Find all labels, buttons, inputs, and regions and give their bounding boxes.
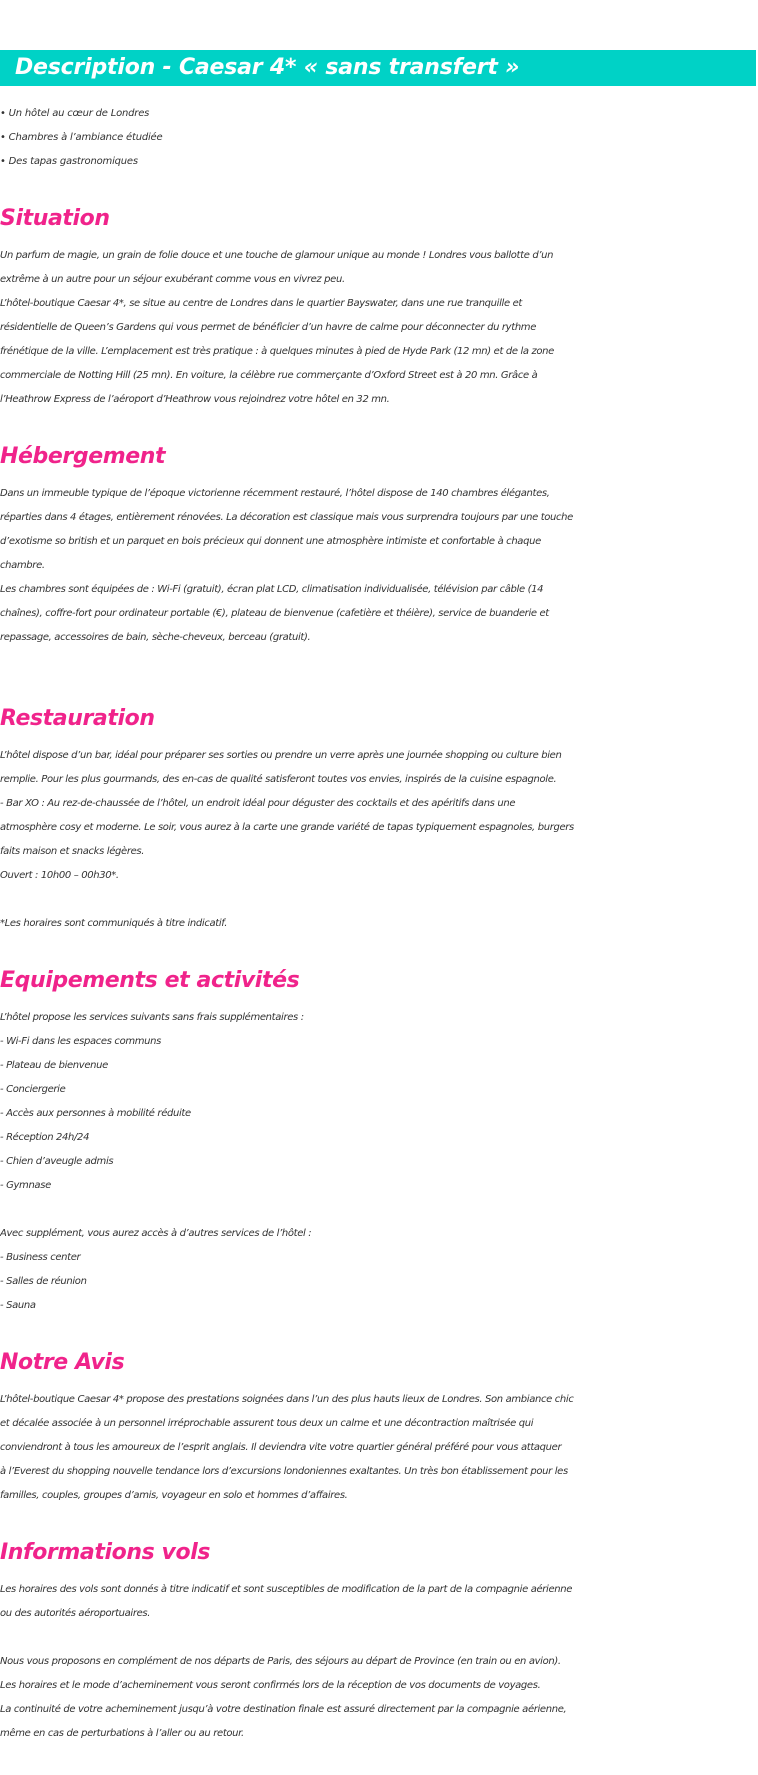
section-body xyxy=(0,1006,757,1318)
text-line: - Gymnase xyxy=(0,1180,51,1191)
text-line: L’hôtel propose les services suivants sans frais supplémentaires : xyxy=(0,1012,304,1023)
section-body xyxy=(0,1388,757,1508)
text-line: extrême à un autre pour un séjour exubérant comme vous en vivrez peu. xyxy=(0,274,345,285)
blank-line xyxy=(0,1626,757,1650)
section-situation xyxy=(0,206,757,412)
text-line: Les horaires et le mode d’acheminement vous seront confirmés lors de la réception de vos documents de voyages. xyxy=(0,1680,541,1691)
text-line: - Accès aux personnes à mobilité réduite xyxy=(0,1108,191,1119)
section-equipements xyxy=(0,968,757,1318)
text-line: résidentielle de Queen’s Gardens qui vous permet de bénéficier d’un havre de calme pour déconnecter du rythme xyxy=(0,322,536,333)
highlight-item: • Des tapas gastronomiques xyxy=(0,156,138,167)
highlight-item: • Chambres à l’ambiance étudiée xyxy=(0,132,163,143)
text-line: chaînes), coffre-fort pour ordinateur portable (€), plateau de bienvenue (cafetière et théière), service de buanderie et xyxy=(0,608,549,619)
text-line: d’exotisme so british et un parquet en bois précieux qui donnent une atmosphère intimiste et confortable à chaque xyxy=(0,536,541,547)
blank-line xyxy=(0,888,757,912)
section-heading: Restauration xyxy=(0,706,155,731)
section-body xyxy=(0,744,757,936)
text-line: L’hôtel dispose d’un bar, idéal pour préparer ses sorties ou prendre un verre après une journée shopping ou culture bien xyxy=(0,750,562,761)
text-line: Dans un immeuble typique de l’époque victorienne récemment restauré, l’hôtel dispose de 140 chambres élégantes, xyxy=(0,488,550,499)
text-line: - Sauna xyxy=(0,1300,36,1311)
text-line: L’hôtel-boutique Caesar 4* propose des prestations soignées dans l’un des plus hauts lieux de Londres. Son ambiance chic xyxy=(0,1394,574,1405)
text-line: Nous vous proposons en complément de nos départs de Paris, des séjours au départ de Province (en train ou en avion). xyxy=(0,1656,561,1667)
section-body xyxy=(0,1578,757,1746)
section-hebergement xyxy=(0,444,757,650)
text-line: Ouvert : 10h00 – 00h30*. xyxy=(0,870,119,881)
text-line: - Salles de réunion xyxy=(0,1276,87,1287)
text-line: - Bar XO : Au rez-de-chaussée de l’hôtel, un endroit idéal pour déguster des cocktails et des apéritifs dans une xyxy=(0,798,516,809)
text-line: - Réception 24h/24 xyxy=(0,1132,90,1143)
banner-title: Description - Caesar 4* « sans transfert » xyxy=(15,55,520,80)
text-line: L’hôtel-boutique Caesar 4*, se situe au centre de Londres dans le quartier Bayswater, dans une rue tranquille et xyxy=(0,298,522,309)
text-line: La continuité de votre acheminement jusqu’à votre destination finale est assuré directement par la compagnie aérienne, xyxy=(0,1704,567,1715)
text-line: - Chien d’aveugle admis xyxy=(0,1156,114,1167)
highlights-list xyxy=(0,102,757,174)
section-heading: Notre Avis xyxy=(0,1350,125,1375)
section-heading: Equipements et activités xyxy=(0,968,300,993)
section-heading: Situation xyxy=(0,206,110,231)
text-line: frénétique de la ville. L’emplacement est très pratique : à quelques minutes à pied de Hyde Park (12 mn) et de la zone xyxy=(0,346,554,357)
text-line: Les chambres sont équipées de : Wi-Fi (gratuit), écran plat LCD, climatisation individualisée, télévision par câble (14 xyxy=(0,584,544,595)
text-line: même en cas de perturbations à l’aller ou au retour. xyxy=(0,1728,244,1739)
text-line: remplie. Pour les plus gourmands, des en-cas de qualité satisferont toutes vos envies, inspirés de la cuisine espagnole. xyxy=(0,774,557,785)
text-line: commerciale de Notting Hill (25 mn). En voiture, la célèbre rue commerçante d’Oxford Street est à 20 mn. Grâce à xyxy=(0,370,538,381)
text-line: - Wi-Fi dans les espaces communs xyxy=(0,1036,161,1047)
text-line: et décalée associée à un personnel irréprochable assurent tous deux un calme et une décontraction maîtrisée qui xyxy=(0,1418,534,1429)
text-line: atmosphère cosy et moderne. Le soir, vous aurez à la carte une grande variété de tapas typiquement espagnoles, burgers xyxy=(0,822,574,833)
text-line: faits maison et snacks légères. xyxy=(0,846,145,857)
text-line: l’Heathrow Express de l’aéroport d’Heathrow vous rejoindrez votre hôtel en 32 mn. xyxy=(0,394,390,405)
text-line: Les horaires des vols sont donnés à titre indicatif et sont susceptibles de modification de la part de la compagnie aérienne xyxy=(0,1584,573,1595)
text-line: conviendront à tous les amoureux de l’esprit anglais. Il deviendra vite votre quartier général préféré pour vous attaquer xyxy=(0,1442,562,1453)
text-line: réparties dans 4 étages, entièrement rénovées. La décoration est classique mais vous surprendra toujours par une touche xyxy=(0,512,573,523)
section-avis xyxy=(0,1350,757,1508)
text-line: ou des autorités aéroportuaires. xyxy=(0,1608,151,1619)
section-heading: Informations vols xyxy=(0,1540,211,1565)
text-line: à l’Everest du shopping nouvelle tendance lors d’excursions londoniennes exaltantes. Un très bon établissement pour les xyxy=(0,1466,568,1477)
highlight-item: • Un hôtel au cœur de Londres xyxy=(0,108,150,119)
text-line: - Plateau de bienvenue xyxy=(0,1060,108,1071)
text-line: familles, couples, groupes d’amis, voyageur en solo et hommes d’affaires. xyxy=(0,1490,348,1501)
text-line: - Conciergerie xyxy=(0,1084,66,1095)
blank-line xyxy=(0,1198,757,1222)
description-banner xyxy=(0,50,756,86)
text-line: chambre. xyxy=(0,560,45,571)
text-line: Un parfum de magie, un grain de folie douce et une touche de glamour unique au monde ! Londres vous ballotte d’un xyxy=(0,250,554,261)
section-vols xyxy=(0,1540,757,1746)
text-line: *Les horaires sont communiqués à titre indicatif. xyxy=(0,918,228,929)
text-line: repassage, accessoires de bain, sèche-cheveux, berceau (gratuit). xyxy=(0,632,311,643)
text-line: - Business center xyxy=(0,1252,81,1263)
section-body xyxy=(0,482,757,650)
description-content xyxy=(0,102,757,1746)
text-line: Avec supplément, vous aurez accès à d’autres services de l’hôtel : xyxy=(0,1228,312,1239)
section-restauration xyxy=(0,706,757,936)
section-body xyxy=(0,244,757,412)
section-heading: Hébergement xyxy=(0,444,166,469)
